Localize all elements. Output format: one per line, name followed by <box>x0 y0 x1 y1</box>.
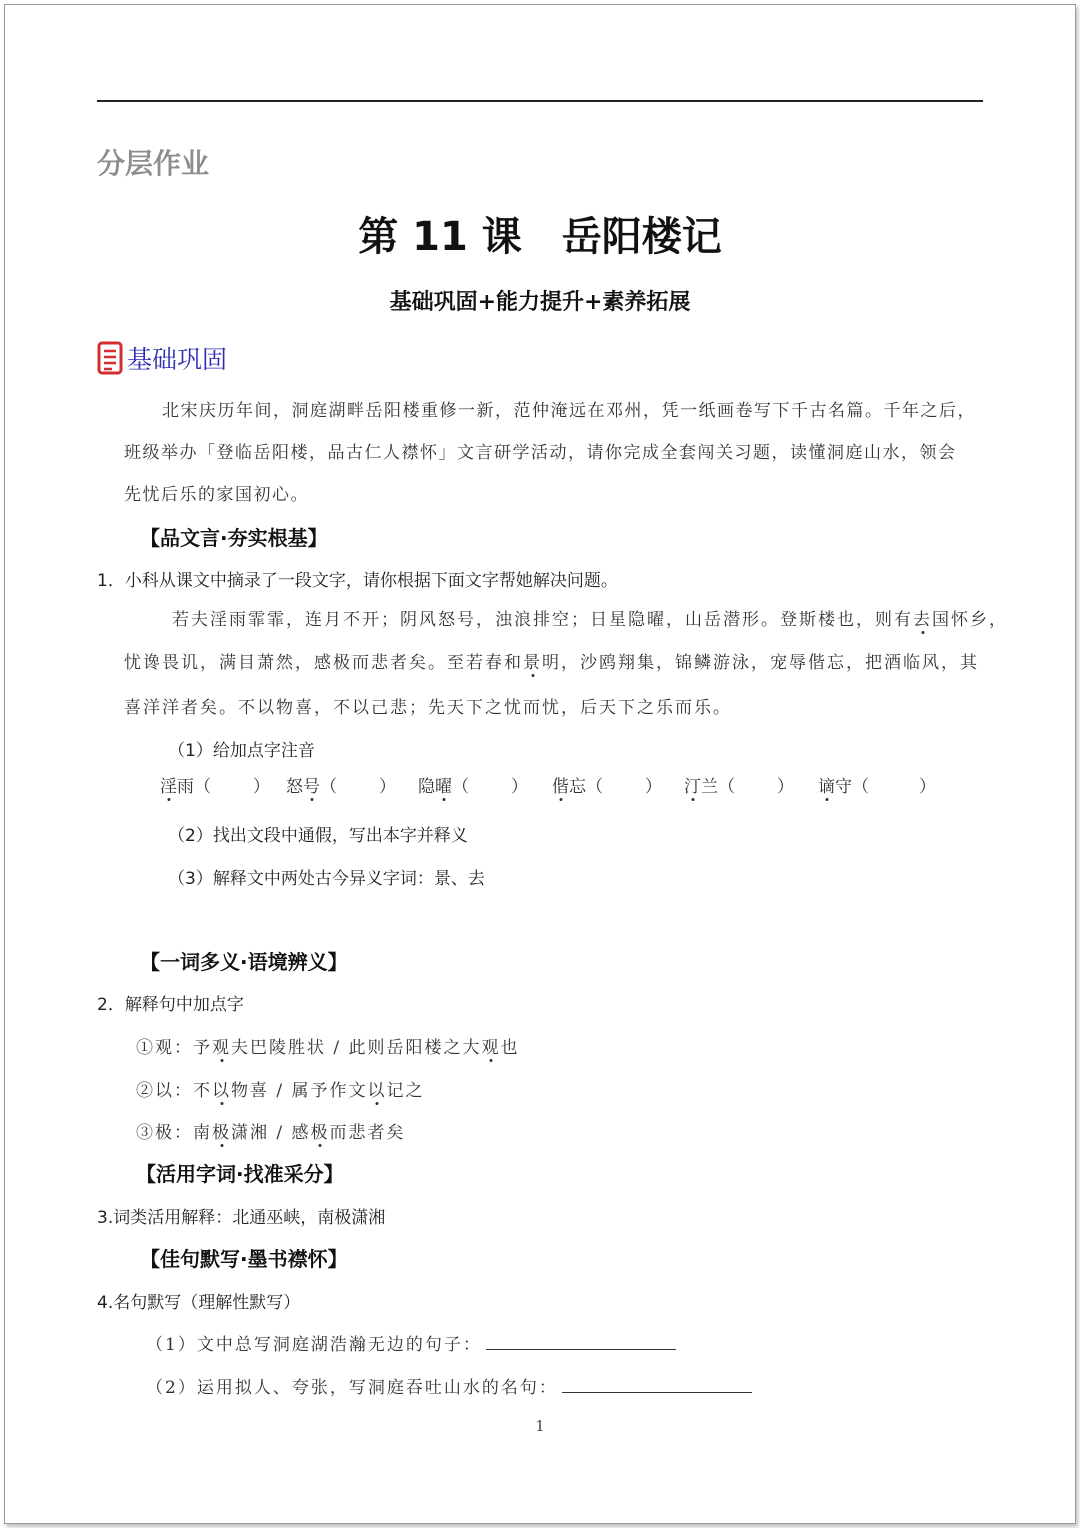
sub-question-1-3: （3）解释文中两处古今异义字词：景、去 <box>168 869 485 889</box>
pinyin-item: 谪守（ ） <box>818 772 936 797</box>
section-heading <box>97 338 227 378</box>
question-3: 3.词类活用解释：北通巫峡，南极潇湘 <box>97 1208 386 1228</box>
pinyin-item: 汀兰（ ） <box>684 772 794 797</box>
pinyin-item: 偕忘（ ） <box>552 772 662 797</box>
header-rule <box>97 100 983 102</box>
page-title: 第 11 课 岳阳楼记 <box>358 214 722 260</box>
page-subtitle: 基础巩固+能力提升+素养拓展 <box>389 289 691 315</box>
part1-heading: 【品文言·夯实根基】 <box>140 526 328 550</box>
page-number: 1 <box>535 1417 545 1435</box>
part2-heading: 【一词多义·语境辨义】 <box>140 950 348 974</box>
polysemy-item-2: ②以：不以物喜 / 属予作文以记之 <box>136 1076 425 1101</box>
intro-line-2: 班级举办「登临岳阳楼，品古仁人襟怀」文言研学活动，请你完成全套闯关习题，读懂洞庭山水，领会 <box>124 443 957 463</box>
quote-line-3: 喜洋洋者矣。不以物喜，不以己悲；先天下之忧而忧，后天下之乐而乐。 <box>124 698 732 718</box>
polysemy-item-3: ③极：南极潇湘 / 感极而悲者矣 <box>136 1118 406 1143</box>
pinyin-item: 怒号（ ） <box>286 772 396 797</box>
document-list-icon <box>97 341 123 375</box>
dotted-char: 去 <box>913 605 932 630</box>
pinyin-item: 淫雨（ ） <box>160 772 270 797</box>
question-1: 1．小科从课文中摘录了一段文字，请你根据下面文字帮她解决问题。 <box>97 571 618 591</box>
part3-heading: 【活用字词·找准采分】 <box>136 1162 344 1186</box>
sub-question-4-1: （1）文中总写洞庭湖浩瀚无边的句子： <box>146 1330 676 1355</box>
quote-line-2: 忧谗畏讥，满目萧然，感极而悲者矣。至若春和景明，沙鸥翔集，锦鳞游泳，宠辱偕忘，把酒临风，其 <box>124 648 979 673</box>
sub-question-4-2: （2）运用拟人、夸张，写洞庭吞吐山水的名句： <box>146 1373 752 1398</box>
answer-blank[interactable] <box>562 1376 752 1393</box>
question-4: 4.名句默写（理解性默写） <box>97 1293 301 1313</box>
part4-heading: 【佳句默写·墨书襟怀】 <box>140 1247 348 1271</box>
section-label: 基础巩固 <box>127 345 228 374</box>
sub-question-1-1: （1）给加点字注音 <box>168 741 315 761</box>
doc-type-tag: 分层作业 <box>97 147 210 180</box>
intro-line-1: 北宋庆历年间，洞庭湖畔岳阳楼重修一新，范仲淹远在邓州，凭一纸画卷写下千古名篇。千年之后， <box>162 401 976 421</box>
sub-question-1-2: （2）找出文段中通假，写出本字并释义 <box>168 826 468 846</box>
intro-line-3: 先忧后乐的家国初心。 <box>124 485 309 505</box>
quote-line-1: 若夫淫雨霏霏，连月不开；阴风怒号，浊浪排空；日星隐曜，山岳潜形。登斯楼也，则有去国怀乡， <box>172 605 1008 630</box>
question-2: 2．解释句中加点字 <box>97 995 244 1015</box>
dotted-char: 景 <box>523 648 542 673</box>
pinyin-item: 隐曜（ ） <box>418 772 528 797</box>
answer-blank[interactable] <box>486 1333 676 1350</box>
polysemy-item-1: ①观：予观夫巴陵胜状 / 此则岳阳楼之大观也 <box>136 1033 520 1058</box>
